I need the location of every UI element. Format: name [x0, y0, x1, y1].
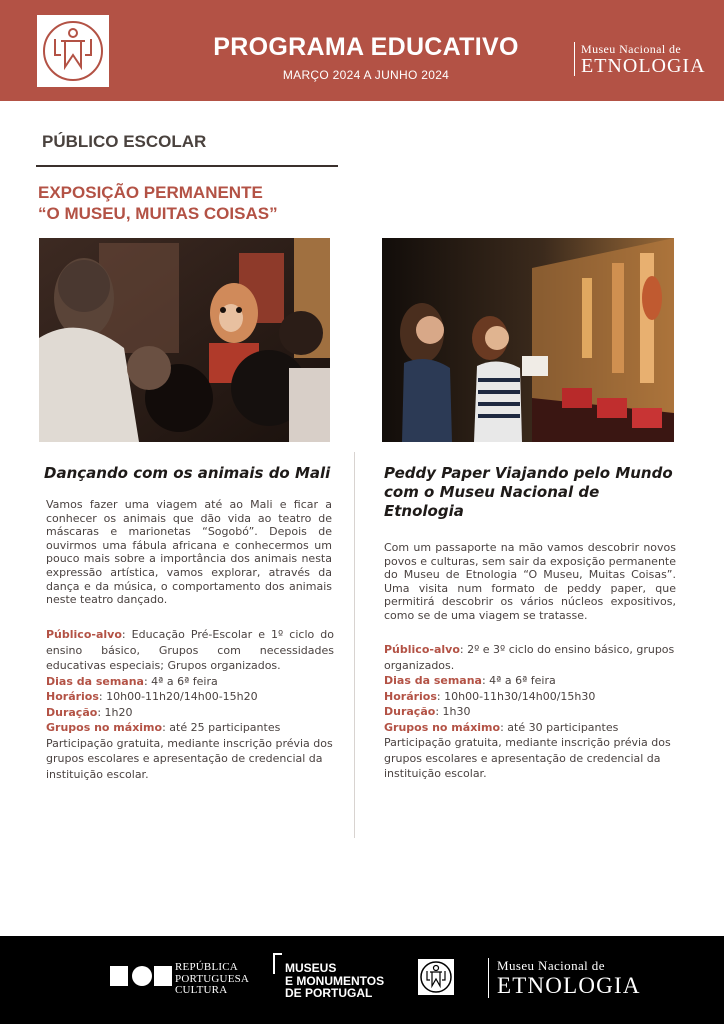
duration-label: Duração — [46, 705, 98, 719]
activity-2-days — [384, 673, 676, 689]
activity-1-hours — [46, 689, 334, 705]
max-label: Grupos no máximo — [384, 720, 501, 734]
figure-logo-icon — [41, 19, 105, 83]
hours-value: : 10h00-11h20/14h00-15h20 — [98, 690, 258, 703]
activity-1-note: Participação gratuita, mediante inscrição prévia dos grupos escolares e apresentação de credencial da instituição escolar. — [46, 736, 333, 781]
photo-museum-visit — [382, 238, 674, 442]
activity-2-audience — [384, 642, 676, 673]
republica-logo-icon — [110, 964, 172, 988]
audience-value: : Educação Pré-Escolar e 1º ciclo do ensino básico, Grupos com necessidades educativas especiais; Grupos organizados. — [46, 628, 334, 672]
max-value: : até 25 participantes — [162, 721, 281, 734]
audience-label: Público-alvo — [384, 643, 460, 656]
mmp-line3: DE PORTUGAL — [285, 986, 373, 1000]
activity-2-description: Com um passaporte na mão vamos descobrir novos povos e culturas, sem sair da exposição permanente do Museu de Etnologia “O Museu, Muitas Coisas”. Uma visita num formato de peddy paper, que permitirá descobrir os vários núcleos expositivos, como se de uma viagem se tratasse. — [384, 541, 676, 622]
days-label: Dias da semana — [384, 674, 482, 687]
museum-wordmark — [574, 42, 706, 76]
hours-value: : 10h00-11h30/14h00/15h30 — [436, 689, 596, 703]
activity-2-max — [384, 720, 676, 736]
activity-2-info — [384, 642, 676, 782]
mmp-logo-icon — [273, 953, 282, 975]
republica-line2: PORTUGUESA — [175, 972, 250, 985]
museum-footer-logo-icon — [418, 959, 454, 995]
activity-2-hours — [384, 689, 676, 705]
max-label: Grupos no máximo — [46, 721, 163, 734]
activity-1-audience — [46, 627, 334, 674]
museum-wordmark-line2: ETNOLOGIA — [581, 55, 706, 77]
mmp-line1: MUSEUS — [285, 961, 337, 975]
audience-value: : 2º e 3º ciclo do ensino básico, grupos organizados. — [384, 643, 675, 672]
activity-2-duration — [384, 704, 676, 720]
republica-wordmark — [175, 962, 249, 997]
museum-footer-line1: Museu Nacional de — [497, 958, 605, 973]
exhibition-title — [38, 182, 278, 224]
hours-label: Horários — [384, 689, 437, 703]
activity-1-description: Vamos fazer uma viagem até ao Mali e ficar a conhecer os animais que dão vida ao teatro de máscaras e marionetas “Sogobó”. Depois de ouvirmos uma fábula africana e conhecermos um pouco mais sobre a importância dos animais nesta expressão artística, vamos explorar, através da dança e da música, o comportamento dos animais neste teatro dançado. — [46, 498, 332, 607]
activity-1-info — [46, 627, 334, 782]
days-value: : 4ª a 6ª feira — [481, 674, 556, 687]
museum-wordmark-line1: Museu Nacional de — [581, 42, 682, 56]
activity-2-title: Peddy Paper Viajando pelo Mundo com o Museu Nacional de Etnologia — [384, 464, 673, 520]
section-heading: PÚBLICO ESCOLAR — [42, 132, 207, 151]
activity-1-title: Dançando com os animais do Mali — [44, 464, 331, 482]
header-banner — [0, 0, 724, 101]
activity-2-note: Participação gratuita, mediante inscrição prévia dos grupos escolares e apresentação de credencial da instituição escolar. — [384, 736, 671, 780]
mmp-wordmark — [285, 962, 384, 1000]
hours-label: Horários — [46, 690, 99, 703]
page-title: PROGRAMA EDUCATIVO — [213, 33, 519, 61]
museum-footer-wordmark — [488, 958, 641, 998]
days-label: Dias da semana — [46, 674, 144, 688]
activity-1-duration — [46, 705, 334, 721]
exhibition-title-line2: “O MUSEU, MUITAS COISAS” — [38, 204, 278, 223]
section-divider — [36, 165, 338, 167]
museum-footer-line2: ETNOLOGIA — [497, 973, 641, 998]
page-subtitle: MARÇO 2024 A JUNHO 2024 — [282, 68, 450, 82]
days-value: : 4ª a 6ª feira — [143, 674, 218, 688]
exhibition-title-line1: EXPOSIÇÃO PERMANENTE — [38, 183, 263, 202]
activity-1-days — [46, 674, 334, 690]
duration-label: Duração — [384, 705, 436, 718]
activity-1-max — [46, 720, 334, 736]
audience-label: Público-alvo — [46, 628, 122, 641]
duration-value: : 1h20 — [97, 705, 133, 719]
republica-line1: REPÚBLICA — [175, 961, 238, 973]
mmp-line2: E MONUMENTOS — [285, 973, 385, 988]
duration-value: : 1h30 — [435, 705, 471, 718]
republica-line3: CULTURA — [175, 984, 228, 996]
max-value: : até 30 participantes — [500, 720, 619, 734]
museum-logo — [37, 15, 109, 87]
photo-mali-masks — [39, 238, 330, 442]
column-divider — [354, 452, 355, 838]
